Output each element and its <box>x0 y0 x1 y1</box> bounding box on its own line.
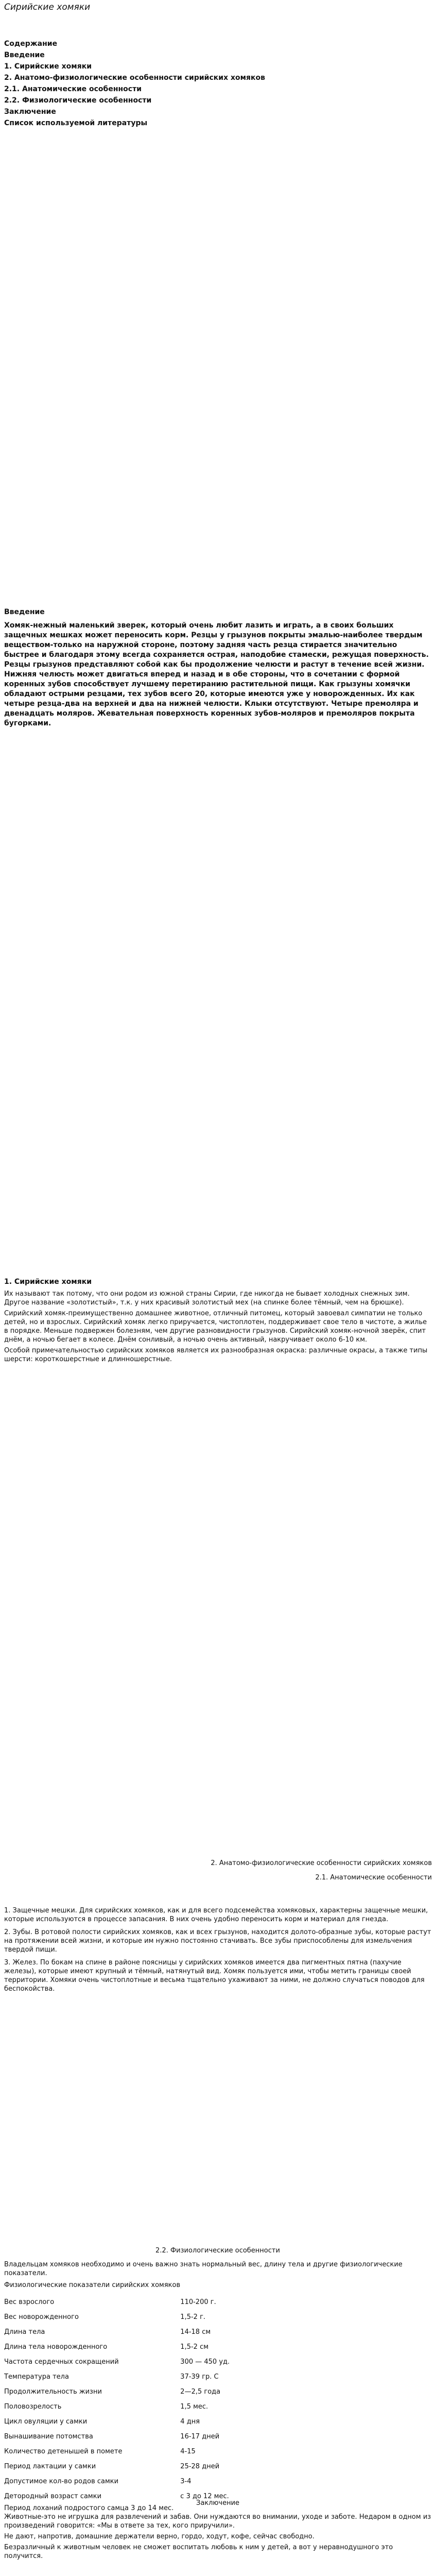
param-name: Длина тела новорожденного <box>4 2343 108 2351</box>
table-row <box>4 2295 246 2310</box>
table-row <box>4 2340 246 2354</box>
table-row <box>4 2474 246 2489</box>
toc-heading: Содержание <box>4 40 58 48</box>
toc-item-conclusion[interactable]: Заключение <box>4 108 56 116</box>
param-value: 37-39 гр. С <box>180 2373 219 2381</box>
toc-item-anatomy-physiology[interactable]: 2. Анатомо-физиологические особенности сирийских хомяков <box>4 74 266 82</box>
param-name: Цикл овуляции у самки <box>4 2418 88 2426</box>
section-1-paragraph: Особой примечательностью сирийских хомяков является их разнообразная окраска: различные окрасы, а также типы шерсти: короткошерстные и длинношерстные. <box>4 1347 428 1363</box>
table-row <box>4 2310 246 2325</box>
physiology-heading: 2.2. Физиологические особенности <box>155 2247 280 2255</box>
table-row <box>4 2459 246 2474</box>
param-value: 4 дня <box>180 2418 200 2426</box>
conclusion-paragraph: Животные-это не игрушка для развлечений и забав. Они нуждаются во внимании, уходе и заботе. Недаром в одном из произведений говорится: «Мы в ответе за тех, кого приручили». <box>4 2513 431 2530</box>
param-value: 1,5-2 г. <box>180 2313 206 2321</box>
table-row <box>4 2429 246 2444</box>
param-name: Продолжительность жизни <box>4 2388 102 2396</box>
conclusion-section <box>4 2499 431 2563</box>
param-value: с 3 до 12 мес. <box>180 2493 229 2500</box>
table-row <box>4 2354 246 2369</box>
toc-item-anatomy[interactable]: 2.1. Анатомические особенности <box>4 85 142 93</box>
intro-heading: Введение <box>4 608 45 616</box>
conclusion-paragraph: Безразличный к животным человек не сможет воспитать любовь к ним у детей, а вот у неравнодушного это получится. <box>4 2544 393 2560</box>
param-name: Частота сердечных сокращений <box>4 2358 119 2366</box>
physiology-footnote: Период лоханий подростого самца 3 до 14 мес. <box>4 2504 174 2512</box>
param-value: 2—2,5 года <box>180 2388 221 2396</box>
param-name: Вес взрослого <box>4 2298 55 2306</box>
param-value: 110-200 г. <box>180 2298 216 2306</box>
param-value: 14-18 см <box>180 2328 211 2336</box>
document-title: Сирийские хомяки <box>4 2 91 12</box>
anatomy-paragraph: 3. Желез. По бокам на спине в районе поясницы у сирийских хомяков имеется два пигментных пятна (пахучие железы), которые имеют крупный и тёмный, натянутый вид. Хомяк пользуется ими, чтобы метить границы своей территории. Хомяки очень чистоплотные и весьма тщательно ухаживают за ними, не должно случаться поводов для беспокойства. <box>4 1959 425 1993</box>
physiology-table <box>4 2295 246 2504</box>
param-value: 25-28 дней <box>180 2463 220 2470</box>
physiology-intro: Владельцам хомяков необходимо и очень важно знать нормальный вес, длину тела и другие физиологические показатели. <box>4 2261 403 2277</box>
section-1-paragraph: Их называют так потому, что они родом из южной страны Сирии, где никогда не бывает холодных снежных зим. Другое название «золотистый», т.к. у них красивый золотистый мех (на спинке более тёмный, чем на брюшке). <box>4 1290 410 1307</box>
anatomy-paragraph: 1. Защечные мешки. Для сирийских хомяков, как и для всего подсемейства хомяковых, характерны защечные мешки, которые используются в процессе запасания. В них очень удобно переносить корм и материал для гнезда. <box>4 1907 428 1923</box>
intro-paragraph: Хомяк-нежный маленький зверек, который очень любит лазить и играть, а в своих больших защечных мешках может переносить корм. Резцы у грызунов покрыты эмалью-наиболее твердым веществом-только на наружной стороне, поэтому задняя часть резца стирается значительно быстрее и благодаря этому всегда сохраняется острая, наподобие стамески, режущая поверхность. Резцы грызунов представляют собой как бы продолжение челюсти и растут в течение всей жизни. Нижняя челюсть может двигаться вперед и назад и в обе стороны, что в сочетании с формой коренных зубов способствует лучшему перетиранию растительной пищи. Как грызуны хомячки обладают острыми резцами, тех зубов всего 20, которые имеются уже у новорожденных. Их как четыре резца-два на верхней и два на нижней челюсти. Клыки отсутствуют. Четыре премоляра и двенадцать моляров. Жевательная поверхность коренных зубов-моляров и премоляров покрыта бугорками. <box>4 621 429 727</box>
table-row <box>4 2399 246 2414</box>
toc-item-references[interactable]: Список используемой литературы <box>4 119 148 127</box>
param-name: Температура тела <box>4 2373 69 2381</box>
section-1-paragraph: Сирийский хомяк-преимущественно домашнее животное, отличный питомец, который завоевал симпатии не только детей, но и взрослых. Сирийский хомяк легко приручается, чистоплотен, поддерживает свое тело в чистоте, а жилье в порядке. Меньше подвержен болезням, чем другие разновидности грызунов. Сирийский хомяк-ночной зверёк, спит днём, а ночью бегает в колесе. Днём сонливый, а ночью очень активный, накручивает около 6-10 км. <box>4 1310 427 1344</box>
param-name: Период лактации у самки <box>4 2463 96 2470</box>
param-value: 1,5-2 см <box>180 2343 209 2351</box>
param-name: Вынашивание потомства <box>4 2433 93 2441</box>
param-value: 4-15 <box>180 2448 196 2455</box>
param-name: Длина тела <box>4 2328 45 2336</box>
table-row <box>4 2384 246 2399</box>
param-name: Допустимое кол-во родов самки <box>4 2478 119 2485</box>
param-value: 1,5 мес. <box>180 2403 208 2411</box>
param-name: Половозрелость <box>4 2403 62 2411</box>
table-row <box>4 2444 246 2459</box>
table-row <box>4 2325 246 2340</box>
introduction-section <box>4 608 431 728</box>
chapter-2-1-heading: 2.1. Анатомические особенности <box>315 1874 432 1882</box>
param-name: Детородный возраст самки <box>4 2493 102 2500</box>
toc-item-hamsters[interactable]: 1. Сирийские хомяки <box>4 62 92 71</box>
param-name: Вес новорожденного <box>4 2313 79 2321</box>
anatomy-section <box>4 1906 431 1997</box>
conclusion-paragraph: Не дают, напротив, домашние держатели верно, гордо, ходут, кофе, сейчас свободно. <box>4 2533 315 2540</box>
section-1-heading: 1. Сирийские хомяки <box>4 1278 92 1286</box>
table-of-contents <box>4 38 431 129</box>
param-value: 3-4 <box>180 2478 191 2485</box>
toc-item-physiology[interactable]: 2.2. Физиологические особенности <box>4 96 152 105</box>
toc-item-intro[interactable]: Введение <box>4 51 45 59</box>
conclusion-heading: Заключение <box>196 2499 240 2507</box>
physiology-table-title: Физиологические показатели сирийских хомяков <box>4 2281 181 2289</box>
anatomy-paragraph: 2. Зубы. В ротовой полости сирийских хомяков, как и всех грызунов, находится долото-образные зубы, которые растут на протяжении всей жизни, и которые им нужно постоянно стачивать. Все зубы приспособлены для измельчения твердой пищи. <box>4 1928 431 1954</box>
param-value: 300 — 450 уд. <box>180 2358 230 2366</box>
table-row <box>4 2369 246 2384</box>
param-value: 16-17 дней <box>180 2433 220 2441</box>
table-row <box>4 2414 246 2429</box>
physiology-section <box>4 2246 431 2516</box>
chapter-2-heading: 2. Анатомо-физиологические особенности сирийских хомяков <box>211 1859 432 1867</box>
section-1 <box>4 1278 431 1366</box>
param-name: Количество детенышей в помете <box>4 2448 123 2455</box>
